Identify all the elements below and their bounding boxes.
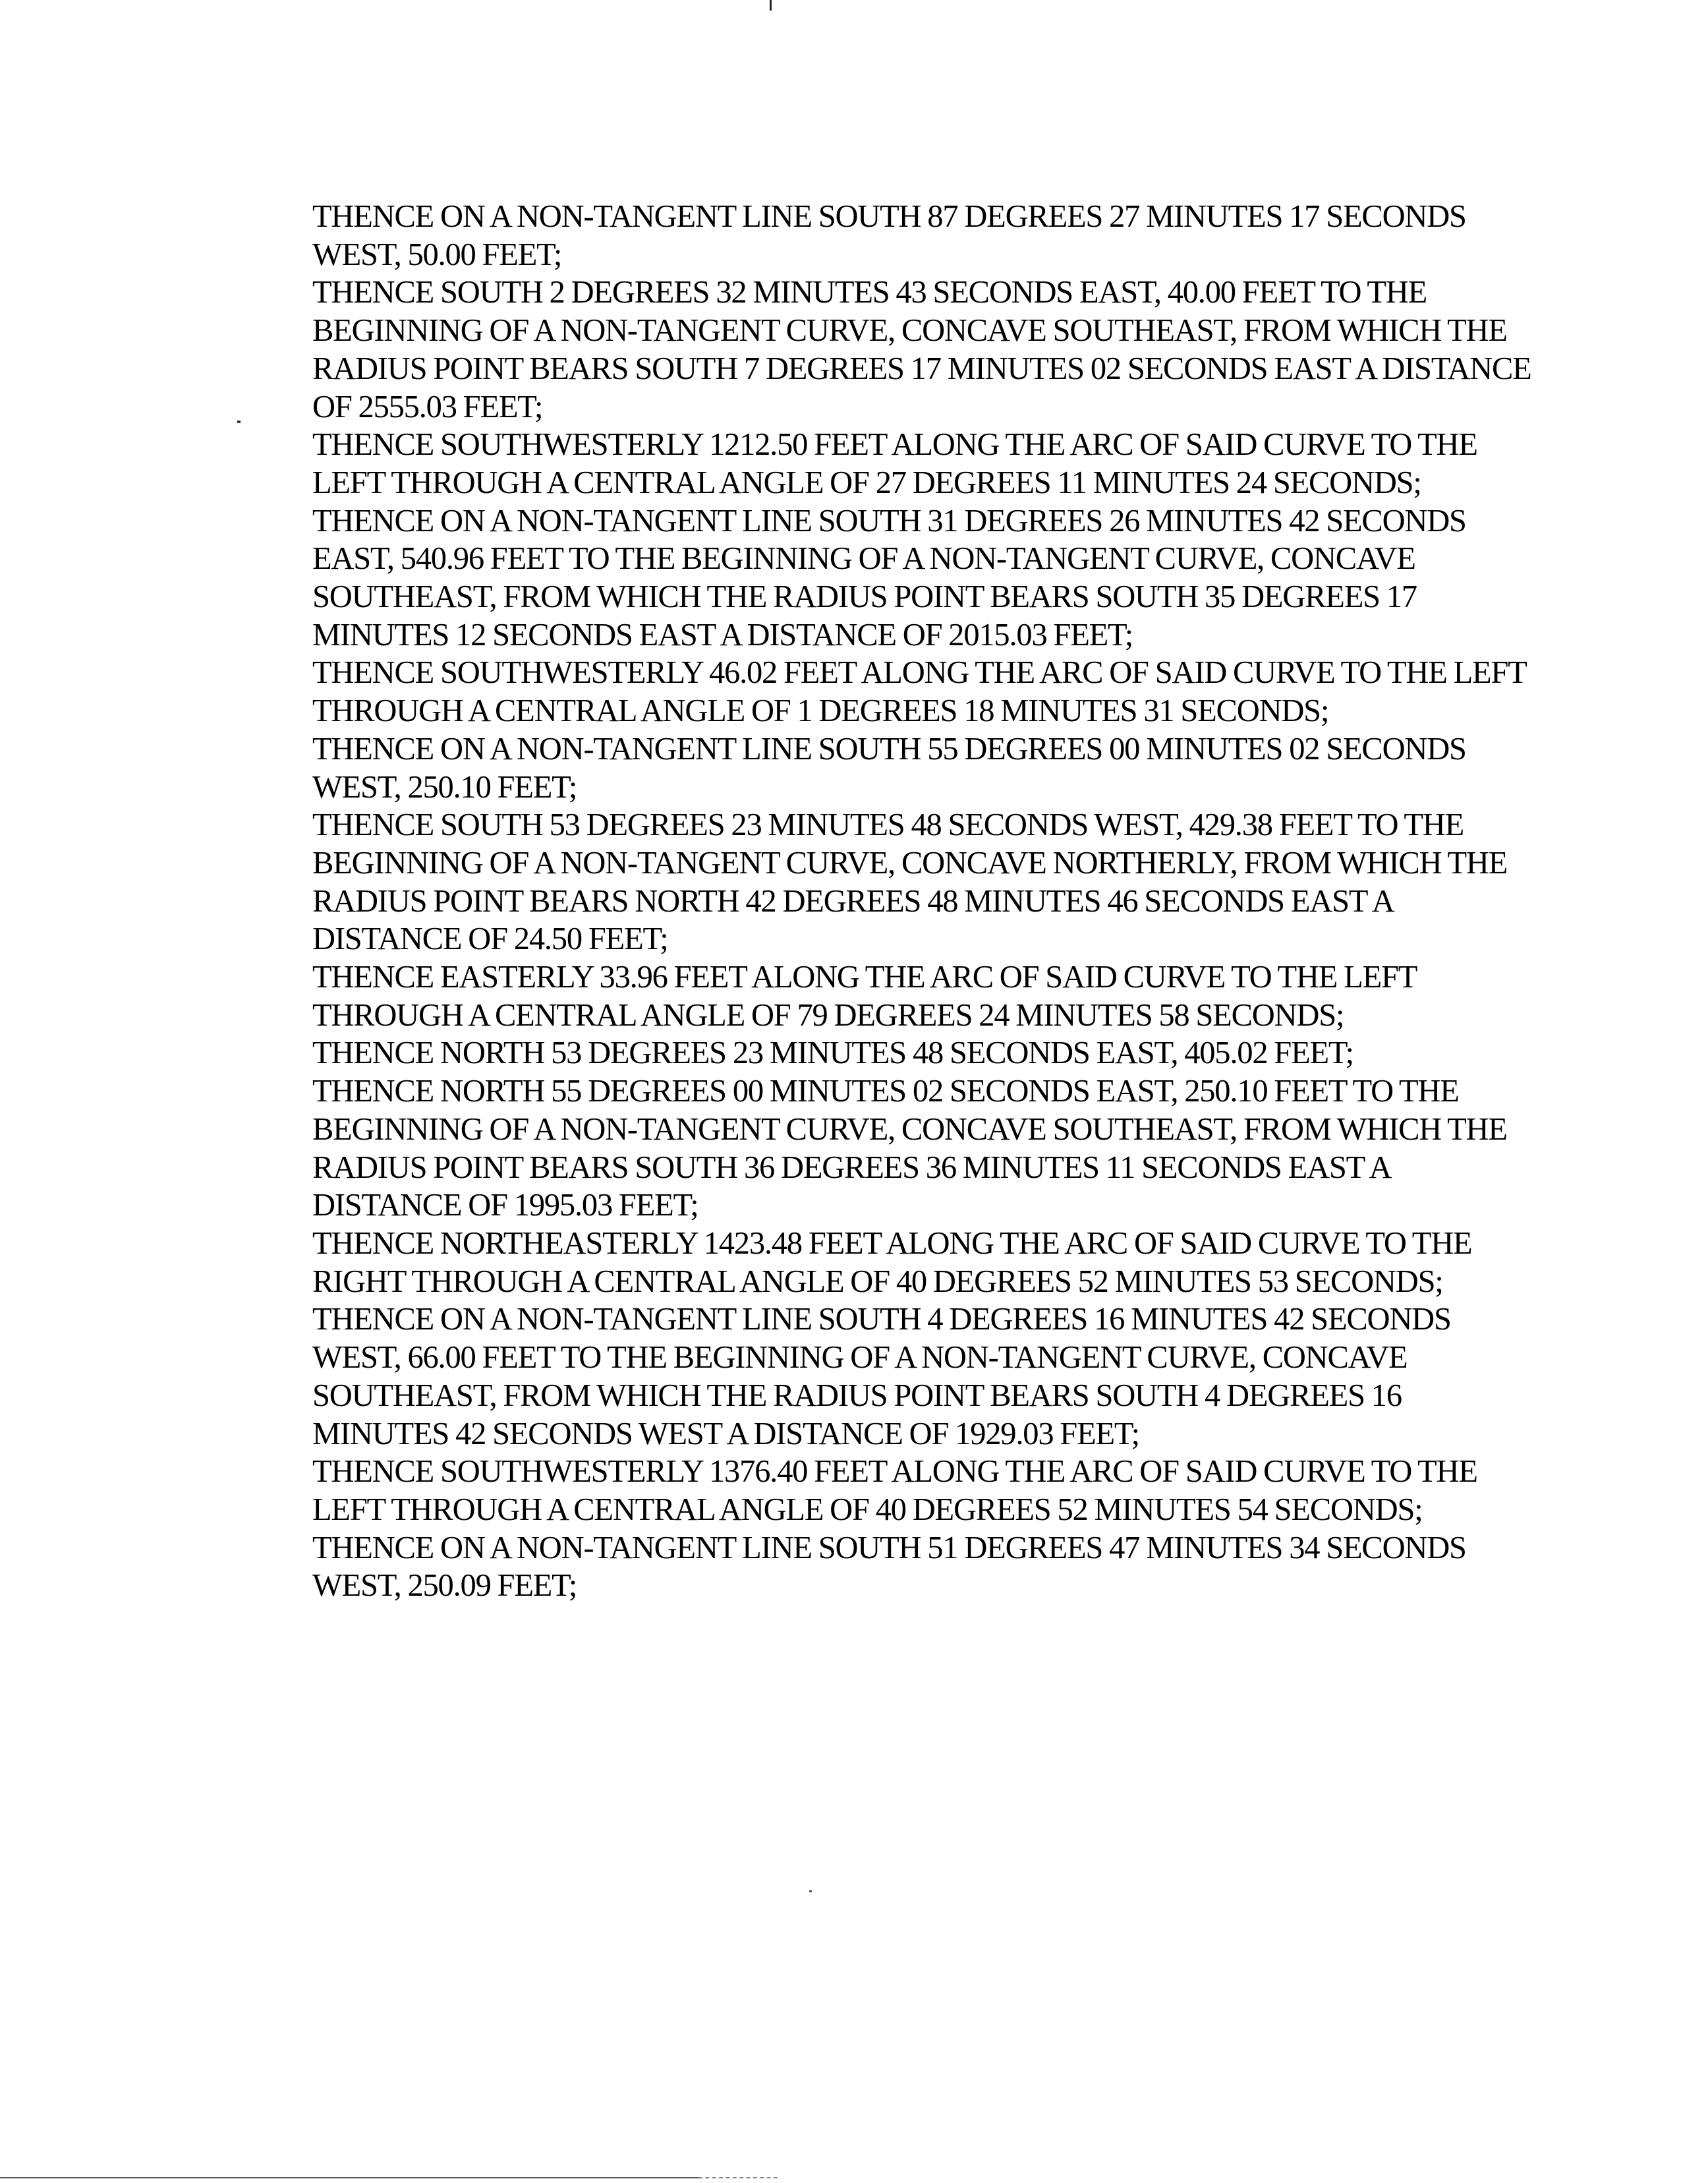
- course-paragraph: THENCE NORTHEASTERLY 1423.48 FEET ALONG THE ARC OF SAID CURVE TO THE RIGHT THROUGH A CENTRAL ANGLE OF 40 DEGREES 52 MINUTES 53 SECONDS;: [312, 1225, 1472, 1299]
- course-paragraph: THENCE ON A NON-TANGENT LINE SOUTH 87 DEGREES 27 MINUTES 17 SECONDS WEST, 50.00 FEET;: [312, 199, 1466, 272]
- course-paragraph: THENCE SOUTH 53 DEGREES 23 MINUTES 48 SECONDS WEST, 429.38 FEET TO THE BEGINNING OF A NON-TANGENT CURVE, CONCAVE NORTHERLY, FROM WHICH THE RADIUS POINT BEARS NORTH 42 DEGREES 48 MINUTES 46 SECONDS EAST A DISTANCE OF 24.50 FEET;: [312, 807, 1508, 957]
- course-paragraph: THENCE EASTERLY 33.96 FEET ALONG THE ARC OF SAID CURVE TO THE LEFT THROUGH A CENTRAL ANGLE OF 79 DEGREES 24 MINUTES 58 SECONDS;: [312, 960, 1417, 1033]
- course-paragraph: THENCE NORTH 55 DEGREES 00 MINUTES 02 SECONDS EAST, 250.10 FEET TO THE BEGINNING OF A NON-TANGENT CURVE, CONCAVE SOUTHEAST, FROM WHICH THE RADIUS POINT BEARS SOUTH 36 DEGREES 36 MINUTES 11 SECONDS EAST A DISTANCE OF 1995.03 FEET;: [312, 1074, 1507, 1223]
- course-paragraph: THENCE ON A NON-TANGENT LINE SOUTH 51 DEGREES 47 MINUTES 34 SECONDS WEST, 250.09 FEET;: [312, 1530, 1466, 1604]
- course-paragraph: THENCE SOUTHWESTERLY 1376.40 FEET ALONG THE ARC OF SAID CURVE TO THE LEFT THROUGH A CENTRAL ANGLE OF 40 DEGREES 52 MINUTES 54 SECONDS;: [312, 1454, 1477, 1527]
- scan-speck: [237, 421, 241, 423]
- bottom-rule-dashes: [698, 2177, 778, 2178]
- course-paragraph: THENCE ON A NON-TANGENT LINE SOUTH 31 DEGREES 26 MINUTES 42 SECONDS EAST, 540.96 FEET TO THE BEGINNING OF A NON-TANGENT CURVE, CONCAVE SOUTHEAST, FROM WHICH THE RADIUS POINT BEARS SOUTH 35 DEGREES 17 MINUTES 12 SECONDS EAST A DISTANCE OF 2015.03 FEET;: [312, 503, 1466, 653]
- course-paragraph: THENCE NORTH 53 DEGREES 23 MINUTES 48 SECONDS EAST, 405.02 FEET;: [312, 1035, 1353, 1071]
- scan-mark-top: [770, 0, 772, 11]
- legal-description-text: [312, 198, 1538, 1605]
- course-paragraph: THENCE ON A NON-TANGENT LINE SOUTH 55 DEGREES 00 MINUTES 02 SECONDS WEST, 250.10 FEET;: [312, 731, 1466, 805]
- course-paragraph: THENCE ON A NON-TANGENT LINE SOUTH 4 DEGREES 16 MINUTES 42 SECONDS WEST, 66.00 FEET TO THE BEGINNING OF A NON-TANGENT CURVE, CONCAVE SOUTHEAST, FROM WHICH THE RADIUS POINT BEARS SOUTH 4 DEGREES 16 MINUTES 42 SECONDS WEST A DISTANCE OF 1929.03 FEET;: [312, 1302, 1451, 1451]
- bottom-rule-line: [0, 2177, 698, 2178]
- course-paragraph: THENCE SOUTHWESTERLY 46.02 FEET ALONG THE ARC OF SAID CURVE TO THE LEFT THROUGH A CENTRAL ANGLE OF 1 DEGREES 18 MINUTES 31 SECONDS;: [312, 655, 1526, 729]
- scan-speck: [809, 1890, 812, 1892]
- course-paragraph: THENCE SOUTH 2 DEGREES 32 MINUTES 43 SECONDS EAST, 40.00 FEET TO THE BEGINNING OF A NON-TANGENT CURVE, CONCAVE SOUTHEAST, FROM WHICH THE RADIUS POINT BEARS SOUTH 7 DEGREES 17 MINUTES 02 SECONDS EAST A DISTANCE OF 2555.03 FEET;: [312, 275, 1531, 424]
- course-paragraph: THENCE SOUTHWESTERLY 1212.50 FEET ALONG THE ARC OF SAID CURVE TO THE LEFT THROUGH A CENTRAL ANGLE OF 27 DEGREES 11 MINUTES 24 SECONDS;: [312, 427, 1477, 500]
